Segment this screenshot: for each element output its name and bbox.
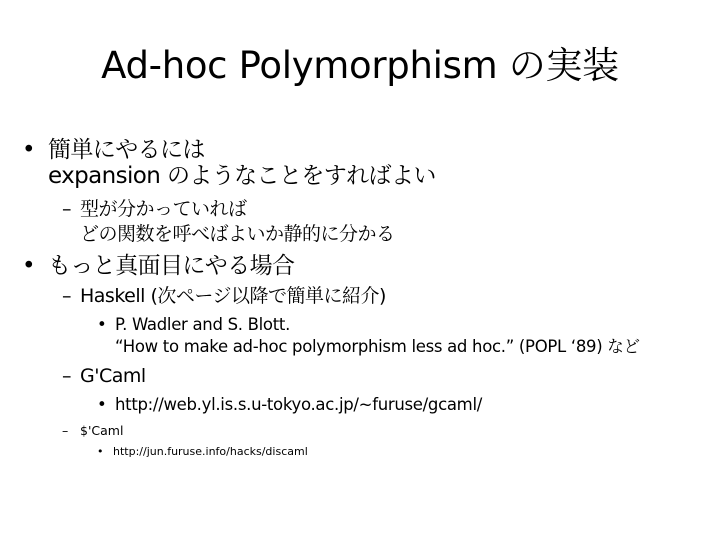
bullet-marker: • — [22, 137, 35, 163]
sub-bullet-text: どの関数を呼べばよいか静的に分かる — [80, 223, 395, 245]
sub-bullet-text: G'Caml — [80, 365, 146, 387]
bullet-marker: • — [97, 315, 107, 334]
slide-title: Ad-hoc Polymorphism の実装 — [101, 44, 619, 87]
link-text: http://web.yl.is.s.u-tokyo.ac.jp/~furuse/gcaml/ — [115, 395, 482, 414]
bullet-marker: • — [22, 253, 35, 279]
bullet-marker: • — [97, 445, 104, 458]
sub-bullet-text: 型が分かっていれば — [80, 198, 247, 220]
sub-sub-bullet-text: P. Wadler and S. Blott. — [115, 315, 291, 334]
sub-sub-bullet-text: “How to make ad-hoc polymorphism less ad hoc.” (POPL ‘89) など — [115, 337, 640, 356]
dash-marker: – — [62, 285, 71, 307]
link-text: http://jun.furuse.info/hacks/discaml — [113, 445, 308, 458]
bullet-marker: • — [97, 395, 107, 414]
bullet-text: expansion のようなことをすればよい — [48, 163, 436, 189]
dash-marker: – — [62, 365, 71, 387]
bullet-text: もっと真面目にやる場合 — [48, 253, 295, 279]
dash-marker: – — [62, 423, 69, 438]
dash-marker: – — [62, 198, 71, 220]
bullet-text: 簡単にやるには — [48, 137, 205, 163]
sub-bullet-text: Haskell (次ページ以降で簡単に紹介) — [80, 285, 386, 307]
sub-bullet-text: $'Caml — [80, 423, 124, 438]
